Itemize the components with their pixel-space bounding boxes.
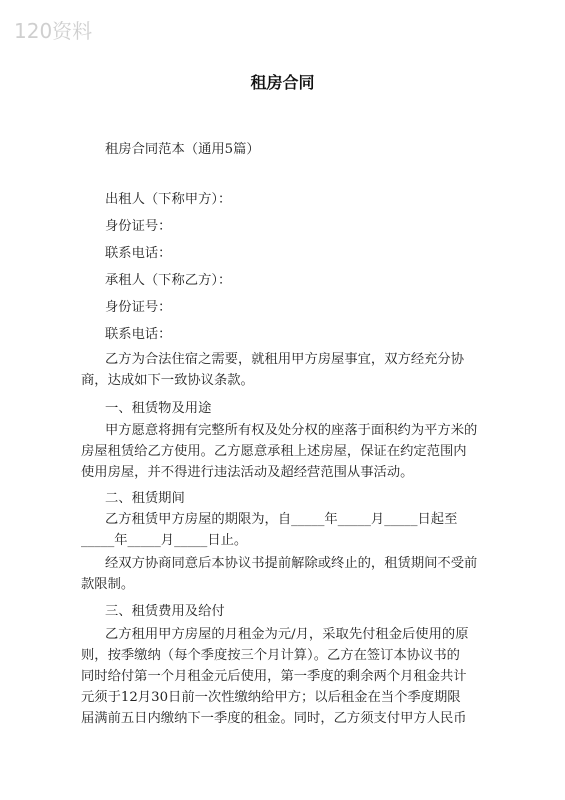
field-lessor-id: 身份证号： (105, 219, 172, 234)
document-subtitle: 租房合同范本（通用5篇） (105, 142, 260, 157)
section3-line: 届满前五日内缴纳下一季度的租金。同时，乙方须支付甲方人民币 (81, 711, 467, 726)
intro-line: 乙方为合法住宿之需要，就租用甲方房屋事宜，双方经充分协 (105, 352, 465, 367)
section1-line: 房屋租赁给乙方使用。乙方愿意承租上述房屋，保证在约定范围内 (81, 444, 467, 459)
field-lessor: 出租人（下称甲方）： (105, 192, 232, 207)
section-heading-3: 三、租赁费用及给付 (105, 604, 225, 619)
field-lessee-id: 身份证号： (105, 300, 172, 315)
section-heading-2: 二、租赁期间 (105, 491, 185, 506)
section2-line: 乙方租赁甲方房屋的期限为，自_____年_____月_____日起至 (105, 512, 458, 527)
intro-line: 商，达成如下一致协议条款。 (81, 373, 254, 388)
section2-line: _____年_____月_____日止。 (81, 533, 248, 548)
section2-paragraph-1 (81, 509, 483, 551)
section3-line: 元须于12月30日前一次性缴纳给甲方；以后租金在当个季度期限 (81, 690, 461, 705)
field-lessee: 承租人（下称乙方）： (105, 273, 232, 288)
section2-paragraph-2 (81, 553, 483, 595)
section1-paragraph (81, 420, 483, 483)
section3-line: 乙方租用甲方房屋的月租金为元/月，采取先付租金后使用的原 (105, 627, 469, 642)
section3-line: 则，按季缴纳（每个季度按三个月计算）。乙方在签订本协议书的 (81, 648, 460, 663)
section3-line: 同时给付第一个月租金元后使用，第一季度的剩余两个月租金共计 (81, 669, 467, 684)
section3-paragraph (81, 624, 483, 729)
section2-line: 款限制。 (81, 577, 135, 592)
watermark-logo: 120资料 (14, 19, 93, 43)
intro-paragraph (81, 349, 483, 391)
section2-line: 经双方协商同意后本协议书提前解除或终止的，租赁期间不受前 (105, 556, 478, 571)
section1-line: 使用房屋，并不得进行违法活动及超经营范围从事活动。 (81, 465, 414, 480)
field-lessee-phone: 联系电话： (105, 327, 172, 342)
field-lessor-phone: 联系电话： (105, 246, 172, 261)
section1-line: 甲方愿意将拥有完整所有权及处分权的座落于面积约为平方米的 (105, 423, 478, 438)
document-title: 租房合同 (250, 73, 315, 92)
section-heading-1: 一、租赁物及用途 (105, 401, 212, 416)
